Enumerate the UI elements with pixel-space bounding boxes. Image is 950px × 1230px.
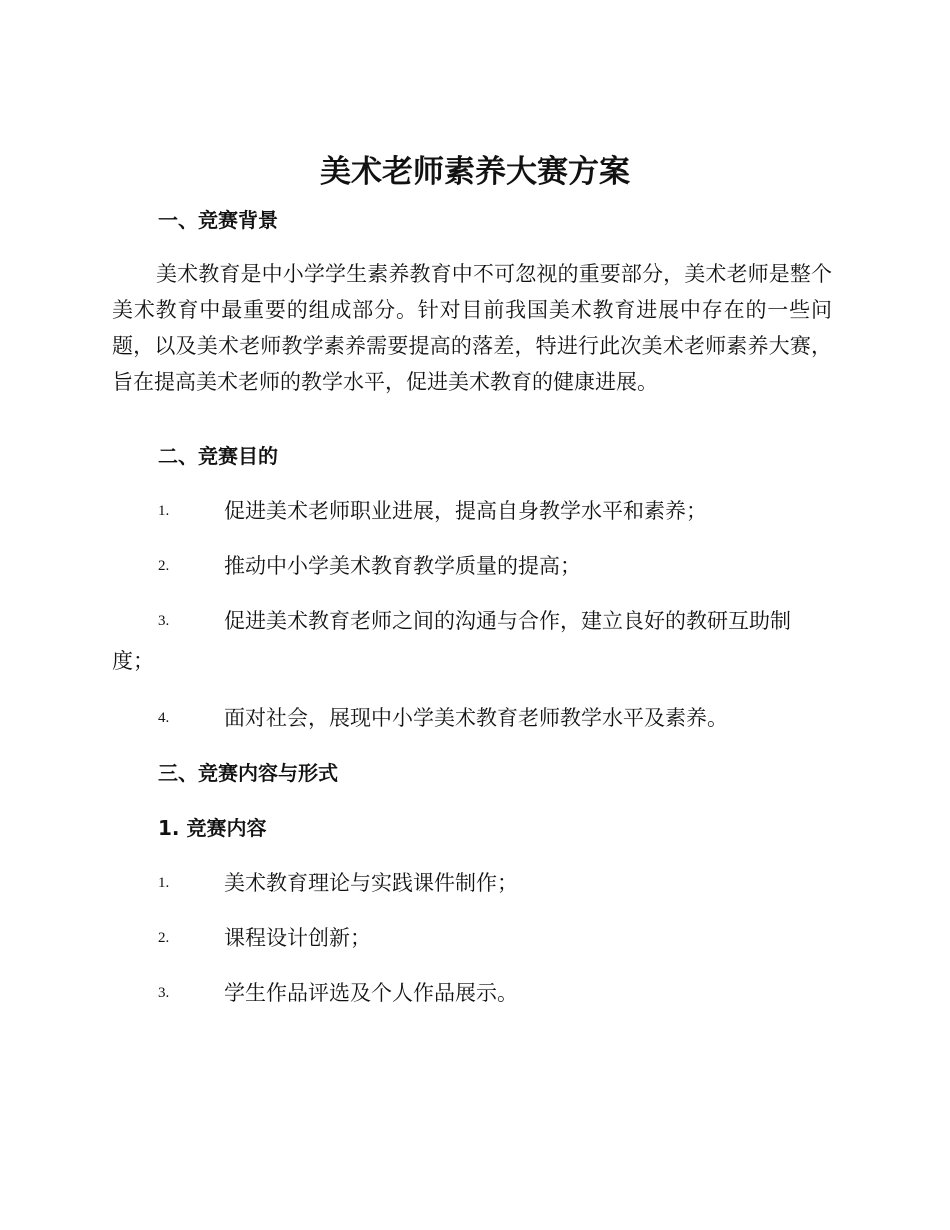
document-title: 美术老师素养大赛方案 (320, 154, 630, 190)
list-item-text: 面对社会，展现中小学美术教育老师教学水平及素养。 (224, 706, 728, 730)
list-item-text: 促进美术教育老师之间的沟通与合作，建立良好的教研互助制度； (112, 609, 791, 673)
subsection-heading-content: 1. 竞赛内容 (158, 816, 267, 840)
background-paragraph: 美术教育是中小学学生素养教育中不可忽视的重要部分，美术老师是整个美术教育中最重要的组成部分。针对目前我国美术教育进展中存在的一些问题，以及美术老师教学素养需要提高的落差，特进行此次美术老师素养大赛，旨在提高美术老师的教学水平，促进美术教育的健康进展。 (112, 262, 832, 394)
list-item-text: 学生作品评选及个人作品展示。 (224, 981, 518, 1005)
list-item-text: 促进美术老师职业进展，提高自身教学水平和素养； (224, 499, 707, 523)
list-item-text: 课程设计创新； (224, 926, 371, 950)
list-item-text: 推动中小学美术教育教学质量的提高； (224, 554, 581, 578)
list-item-text: 美术教育理论与实践课件制作； (224, 871, 518, 895)
section-heading-purpose: 二、竞赛目的 (158, 444, 278, 468)
content-item-1 (112, 863, 832, 903)
list-number: 3. (158, 613, 170, 629)
list-number: 2. (158, 558, 170, 574)
list-number: 1. (158, 875, 170, 891)
purpose-item-2 (112, 546, 832, 586)
content-item-2 (112, 918, 832, 958)
purpose-item-4 (112, 698, 832, 738)
section-heading-background: 一、竞赛背景 (158, 208, 278, 232)
purpose-item-3 (112, 601, 832, 681)
purpose-item-1 (112, 491, 832, 531)
section-heading-content-format: 三、竞赛内容与形式 (158, 761, 338, 785)
list-number: 2. (158, 930, 170, 946)
list-number: 1. (158, 503, 170, 519)
list-number: 3. (158, 985, 170, 1001)
content-item-3 (112, 973, 832, 1013)
list-number: 4. (158, 710, 170, 726)
